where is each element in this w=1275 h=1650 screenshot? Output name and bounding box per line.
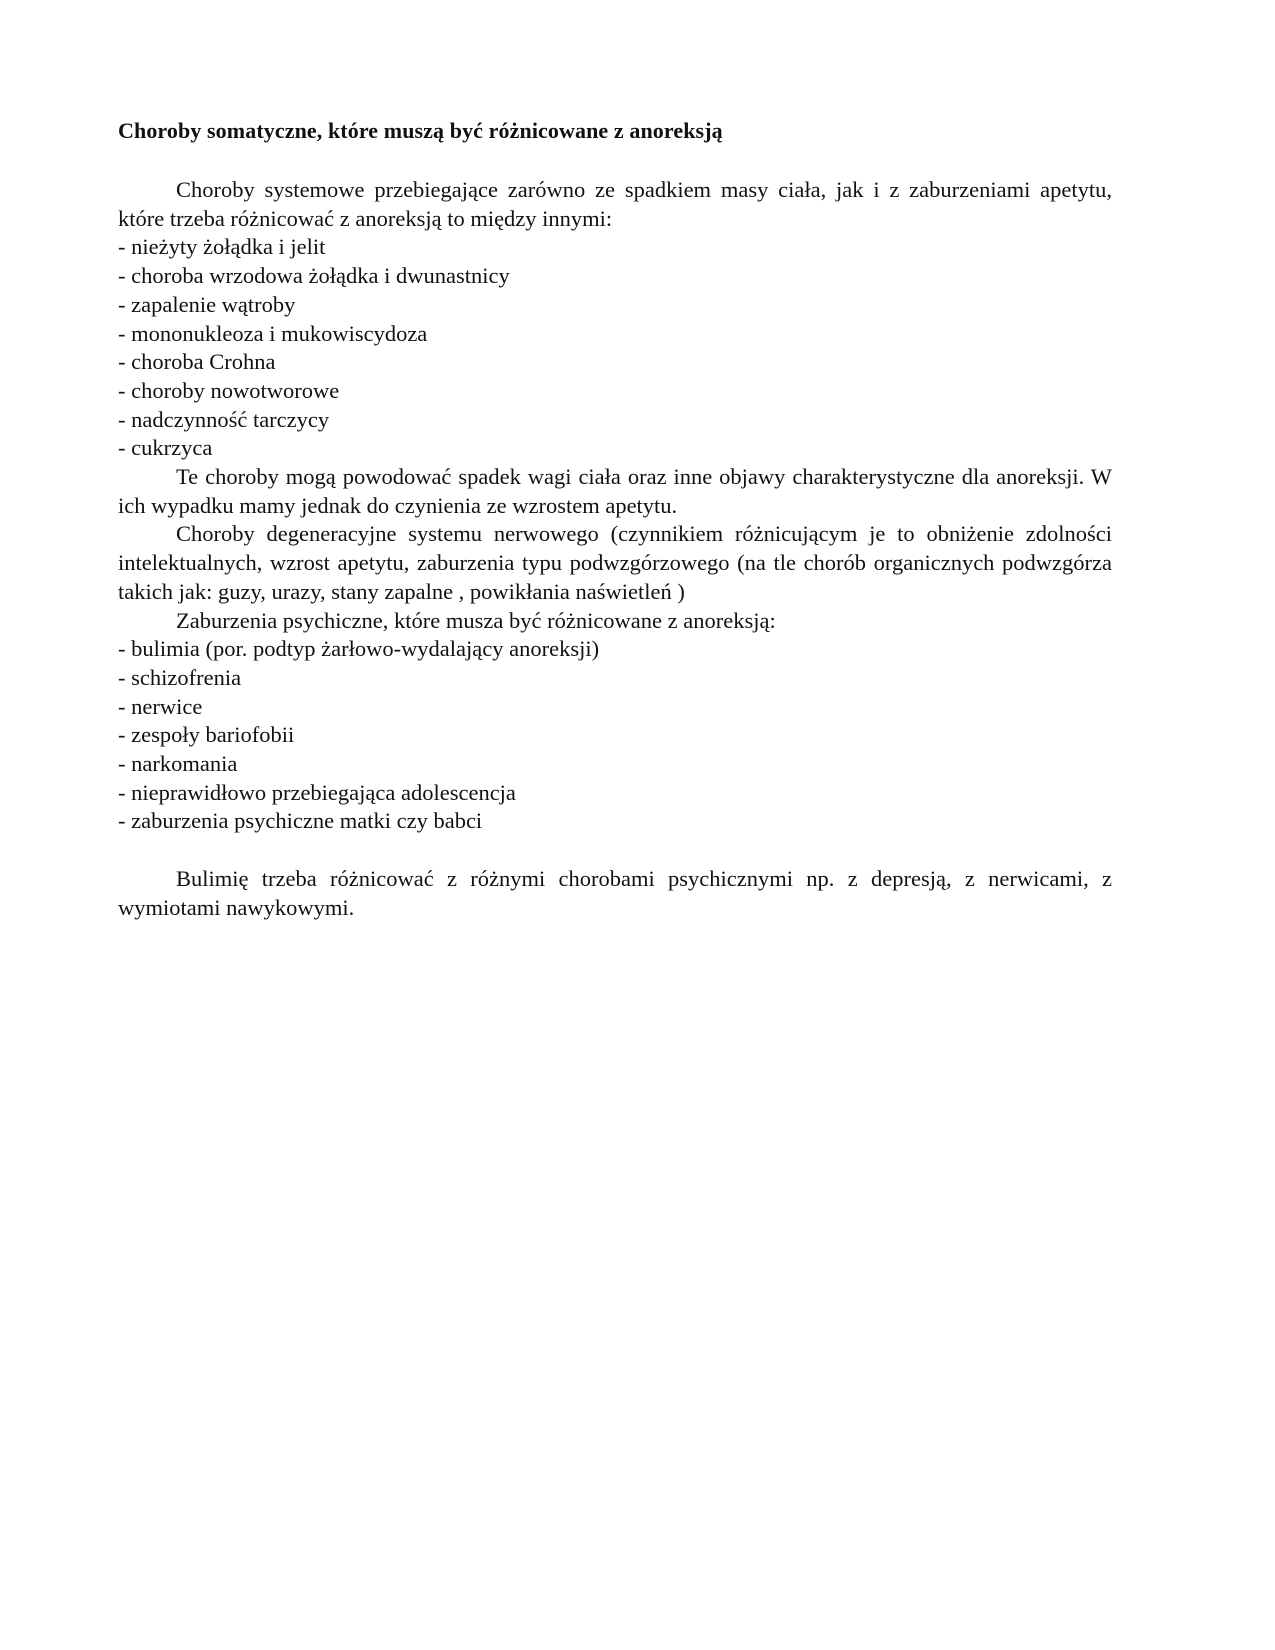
list-item: - zapalenie wątroby <box>118 291 296 317</box>
list-item: - nieżyty żołądka i jelit <box>118 234 326 260</box>
weight-paragraph: Te choroby mogą powodować spadek wagi ciała oraz inne objawy charakterystyczne dla anoreksji. W ich wypadku mamy jednak do czynienia ze wzrostem apetytu. <box>118 464 1112 518</box>
list-item: - narkomania <box>118 751 238 777</box>
psychiatric-disorders-list <box>118 635 1112 836</box>
list-item: - bulimia (por. podtyp żarłowo-wydalający anoreksji) <box>118 636 600 662</box>
list-item: - cukrzyca <box>118 435 213 461</box>
list-item: - zaburzenia psychiczne matki czy babci <box>118 808 483 834</box>
document-title: Choroby somatyczne, które muszą być różnicowane z anoreksją <box>118 118 723 143</box>
intro-paragraph: Choroby systemowe przebiegające zarówno ze spadkiem masy ciała, jak i z zaburzeniami apetytu, które trzeba różnicować z anoreksją to między innymi: <box>118 177 1112 231</box>
list-item: - nerwice <box>118 693 203 719</box>
document-body <box>118 176 1112 922</box>
paragraph-spacer <box>118 836 1112 865</box>
list-item: - choroba Crohna <box>118 349 276 375</box>
list-item: - schizofrenia <box>118 664 242 690</box>
list-item: - nieprawidłowo przebiegająca adolescencja <box>118 779 516 805</box>
bulimia-paragraph: Bulimię trzeba różnicować z różnymi chorobami psychicznymi np. z depresją, z nerwicami, z wymiotami nawykowymi. <box>118 865 1112 920</box>
list-item: - mononukleoza i mukowiscydoza <box>118 320 428 346</box>
list-item: - zespoły bariofobii <box>118 722 295 748</box>
list-item: - nadczynność tarczycy <box>118 406 330 432</box>
somatic-diseases-list <box>118 233 1112 463</box>
degenerative-paragraph: Choroby degeneracyjne systemu nerwowego (czynnikiem różnicującym je to obniżenie zdolności intelektualnych, wzrost apetytu, zaburzenia typu podwzgórzowego (na tle chorób organicznych podwzgórza takich jak: guzy, urazy, stany zapalne , powikłania naświetleń ) <box>118 521 1112 604</box>
list-item: - choroba wrzodowa żołądka i dwunastnicy <box>118 263 510 289</box>
list-item: - choroby nowotworowe <box>118 377 340 403</box>
psychiatric-intro: Zaburzenia psychiczne, które musza być różnicowane z anoreksją: <box>176 607 776 633</box>
